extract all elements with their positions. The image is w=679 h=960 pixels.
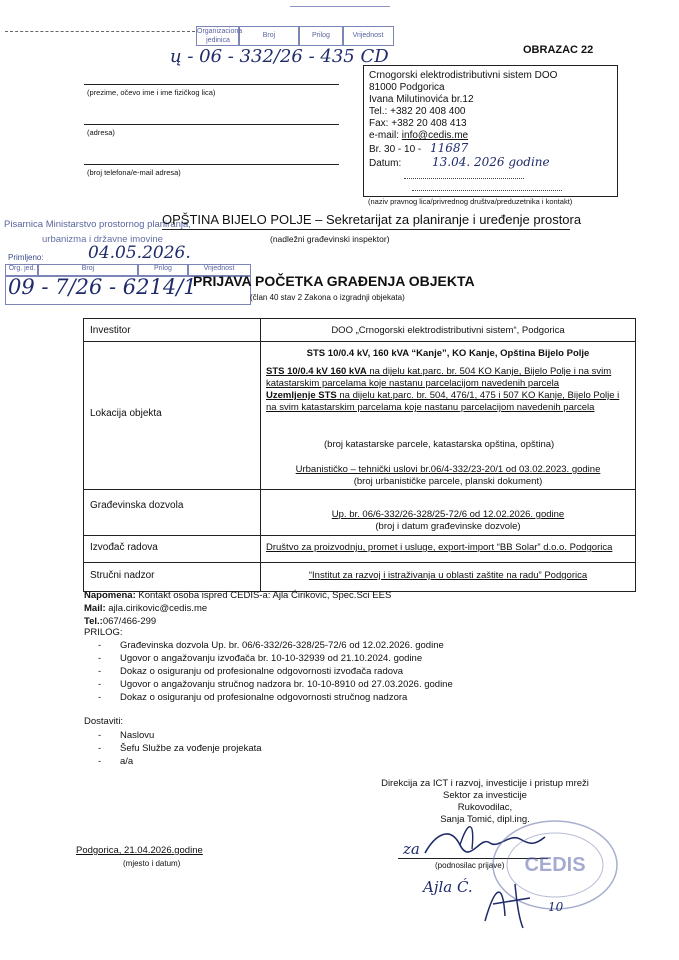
date-dotted-line bbox=[412, 190, 562, 191]
doc-title: PRIJAVA POČETKA GRAĐENJA OBJEKTA bbox=[193, 273, 475, 289]
addressee-number-row bbox=[369, 142, 557, 156]
prilog-label: PRILOG: bbox=[84, 627, 123, 638]
stamp-left-cell: Org. jed. bbox=[5, 264, 39, 277]
stamp-left-number: 09 - 7/26 - 6214/1 bbox=[8, 275, 197, 299]
applicant-phone-line bbox=[84, 164, 339, 165]
stamp-left-line2: urbanizma i državne imovine bbox=[42, 234, 163, 245]
addressee-line: Fax: +382 20 408 413 bbox=[369, 118, 467, 129]
signature-initials: Ajla Ć. bbox=[423, 878, 473, 896]
prilog-item: - Dokaz o osiguranju od profesionalne odgovornosti izvođača radova bbox=[98, 666, 404, 677]
mail-label: Mail: bbox=[84, 603, 106, 614]
dozvola-label: Građevinska dozvola bbox=[90, 500, 184, 511]
prilog-item: - Ugovor o angažovanju izvođača br. 10-10-32939 od 21.10.2024. godine bbox=[98, 653, 423, 664]
number-dotted-line bbox=[404, 178, 524, 179]
lokacija-caption-1: (broj katastarske parcele, katastarska opština, opština) bbox=[324, 439, 555, 450]
addressee-date-hand: 13.04. 2026 godine bbox=[432, 155, 550, 169]
izvodjac-value: Društvo za proizvodnju, promet i usluge, export-import “BB Solar” d.o.o. Podgorica bbox=[266, 542, 613, 553]
tel-label: Tel.: bbox=[84, 616, 103, 627]
place-date-caption: (mjesto i datum) bbox=[123, 859, 181, 868]
dostaviti-item-text: Naslovu bbox=[120, 730, 155, 741]
addressee-line: 81000 Podgorica bbox=[369, 82, 445, 93]
stamp-top-edge bbox=[290, 6, 390, 7]
nadzor-value: “Institut za razvoj i istraživanja u oblasti zaštite na radu” Podgorica bbox=[308, 570, 588, 581]
initials-scribble bbox=[475, 876, 545, 931]
signature-line: Direkcija za ICT i razvoj, investicije i pristup mreži bbox=[381, 778, 589, 789]
dozvola-caption: (broj i datum građevinske dozvole) bbox=[375, 521, 521, 532]
signature-line: Sektor za investicije bbox=[443, 790, 527, 801]
table-column-divider bbox=[260, 319, 261, 591]
lokacija-caption-2: (broj urbanističke parcele, planski dokument) bbox=[353, 476, 543, 487]
recipient-title: OPŠTINA BIJELO POLJE – Sekretarijat za planiranje i uređenje prostora bbox=[162, 212, 582, 227]
lokacija-p2-bold: Uzemljenje STS bbox=[266, 390, 337, 401]
stamp-left-cell: Vrijednost bbox=[187, 264, 251, 277]
dozvola-value: Up. br. 06/6-332/26-328/25-72/6 od 12.02.2026. godine bbox=[331, 509, 565, 520]
dostaviti-item: - a/a bbox=[98, 756, 134, 767]
dostaviti-item-text: a/a bbox=[120, 756, 134, 767]
stamp-left-date-label: Primljeno: bbox=[8, 253, 44, 262]
seal-text: CEDIS bbox=[524, 854, 586, 876]
top-dashed-line bbox=[5, 31, 195, 32]
place-date: Podgorica, 21.04.2026.godine bbox=[76, 845, 203, 856]
prilog-item: - Dokaz o osiguranju od profesionalne odgovornosti stručnog nadzora bbox=[98, 692, 408, 703]
table-row-divider bbox=[84, 489, 635, 490]
addressee-email-link[interactable]: info@cedis.me bbox=[401, 130, 469, 141]
addressee-number-prefix: Br. 30 - 10 - bbox=[369, 144, 422, 155]
addressee-line: Crnogorski elektrodistributivni sistem DOO bbox=[369, 70, 558, 81]
napomena-row bbox=[84, 590, 391, 601]
addressee-email-prefix: e-mail: bbox=[369, 130, 402, 141]
applicant-phone-label: (broj telefona/e-mail adresa) bbox=[87, 168, 181, 177]
stamp-top-cell: Prilog bbox=[298, 26, 344, 46]
stamp-left-line1: Pisarnica Ministarstvo prostornog planiranja, bbox=[4, 219, 191, 230]
dostaviti-item-text: Šefu Službe za vođenje projekata bbox=[120, 743, 262, 754]
stamp-left-cell: Prilog bbox=[137, 264, 189, 277]
lokacija-label: Lokacija objekta bbox=[90, 408, 162, 419]
table-row-divider bbox=[84, 562, 635, 563]
form-code: OBRAZAC 22 bbox=[523, 44, 594, 56]
applicant-name-line bbox=[84, 84, 339, 85]
signature-line: Sanja Tomić, dipl.ing. bbox=[440, 814, 530, 825]
addressee-number-hand: 11687 bbox=[430, 141, 469, 155]
applicant-address-label: (adresa) bbox=[87, 128, 115, 137]
signature-za: za bbox=[403, 840, 420, 858]
tel-text: 067/466-299 bbox=[102, 616, 157, 627]
prilog-item-text: Ugovor o angažovanju izvođača br. 10-10-32939 od 21.10.2024. godine bbox=[120, 653, 423, 664]
addressee-caption: (naziv pravnog lica/privrednog društva/preduzetnika i kontakt) bbox=[368, 197, 573, 206]
signature-line: Rukovodilac, bbox=[457, 802, 513, 813]
stamp-top-cell: Organizaciona jedinica bbox=[197, 28, 243, 44]
mail-row bbox=[84, 603, 207, 614]
table-row-divider bbox=[84, 341, 635, 342]
doc-subtitle: (član 40 stav 2 Zakona o izgradnji objekata) bbox=[250, 293, 405, 302]
recipient-line bbox=[162, 229, 570, 230]
stamp-top-cell: Vrijednost bbox=[342, 26, 394, 46]
addressee-date-row bbox=[369, 156, 557, 170]
investitor-value: DOO „Crnogorski elektrodistributivni sistem“, Podgorica bbox=[331, 325, 565, 336]
signature-caption: (podnosilac prijave) bbox=[435, 861, 505, 870]
lokacija-paragraph-2 bbox=[266, 390, 630, 414]
dostaviti-item: - Naslovu bbox=[98, 730, 155, 741]
dostaviti-label: Dostaviti: bbox=[84, 716, 124, 727]
prilog-item-text: Dokaz o osiguranju od profesionalne odgovornosti izvođača radova bbox=[120, 666, 404, 677]
addressee-line: Tel.: +382 20 408 400 bbox=[369, 106, 466, 117]
applicant-address-line bbox=[84, 124, 339, 125]
napomena-label: Napomena: bbox=[84, 590, 136, 601]
prilog-item: - Građevinska dozvola Up. br. 06/6-332/26-328/25-72/6 od 12.02.2026. godine bbox=[98, 640, 444, 651]
main-table bbox=[83, 318, 636, 592]
stamp-left-date: 04.05.2026. bbox=[88, 243, 191, 263]
addressee-date-prefix: Datum: bbox=[369, 158, 402, 169]
table-row-divider bbox=[84, 535, 635, 536]
tel-row bbox=[84, 616, 156, 627]
page-number: 10 bbox=[548, 900, 564, 914]
lokacija-p2-rest: na dijelu kat.parc. br. 504, 476/1, 475 i 507 KO Kanje, Bijelo Polje i na svim katastarskim parcelama koje nastanu parcelacijom navedenih parcela bbox=[266, 390, 620, 413]
lokacija-heading: STS 10/0.4 kV, 160 kVA “Kanje”, KO Kanje, Opština Bijelo Polje bbox=[306, 348, 590, 359]
prilog-item-text: Građevinska dozvola Up. br. 06/6-332/26-328/25-72/6 od 12.02.2026. godine bbox=[120, 640, 444, 651]
lokacija-paragraph-1 bbox=[266, 366, 630, 390]
stamp-top-handwritten: ų - 06 - 332/26 - 435 CD bbox=[170, 46, 389, 67]
izvodjac-label: Izvođač radova bbox=[90, 542, 158, 553]
prilog-item: - Ugovor o angažovanju stručnog nadzora br. 10-10-8910 od 27.03.2026. godine bbox=[98, 679, 453, 690]
prilog-item-text: Ugovor o angažovanju stručnog nadzora br. 10-10-8910 od 27.03.2026. godine bbox=[120, 679, 453, 690]
addressee-box bbox=[363, 65, 618, 197]
lokacija-p1-rest: na dijelu kat.parc. br. 504 KO Kanje, Bijelo Polje i na svim katastarskim parcelama koje nastanu parcelacijom navedenih parcela bbox=[266, 366, 612, 389]
stamp-left-cell: Broj bbox=[37, 264, 139, 277]
lokacija-uslovi: Urbanističko – tehnički uslovi br.06/4-332/23-20/1 od 03.02.2023. godine bbox=[295, 464, 601, 475]
stamp-top-cell: Broj bbox=[238, 26, 300, 46]
prilog-item-text: Dokaz o osiguranju od profesionalne odgovornosti stručnog nadzora bbox=[120, 692, 408, 703]
lokacija-p1-bold: STS 10/0.4 kV 160 kVA bbox=[266, 366, 367, 377]
applicant-name-label: (prezime, očevo ime i ime fizičkog lica) bbox=[87, 88, 216, 97]
recipient-caption: (nadležni građevinski inspektor) bbox=[270, 234, 390, 244]
nadzor-label: Stručni nadzor bbox=[90, 570, 155, 581]
napomena-text: Kontakt osoba ispred CEDIS-a: Ajla Ćiriković, Spec.Sci EES bbox=[135, 590, 392, 601]
addressee-line: Ivana Milutinovića br.12 bbox=[369, 94, 474, 105]
investitor-label: Investitor bbox=[90, 325, 131, 336]
mail-text[interactable]: ajla.cirikovic@cedis.me bbox=[105, 603, 208, 614]
dostaviti-item: - Šefu Službe za vođenje projekata bbox=[98, 743, 262, 754]
